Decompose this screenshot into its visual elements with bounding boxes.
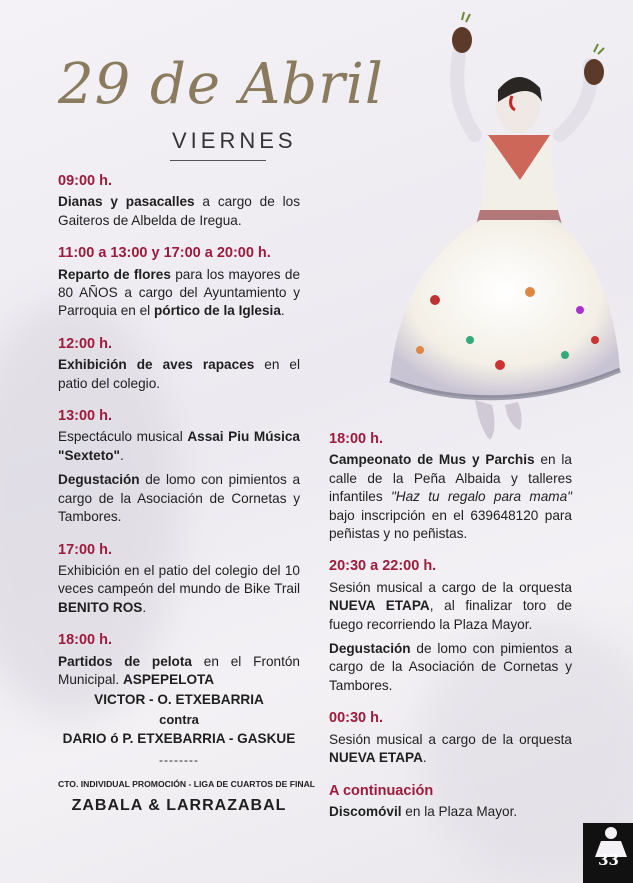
event-text: Sesión musical a cargo de la orquesta [329,731,572,747]
event-time: 12:00 h. [58,335,112,352]
event-text: . [120,447,124,463]
event-time: 09:00 h. [58,173,112,189]
tournament-label: CTO. INDIVIDUAL PROMOCIÓN - LIGA DE CUARTOS DE FINAL [58,778,316,789]
event-highlight: Degustación [58,472,140,488]
event-text: a cargo de los Gaiteros de Albelda de Iregua. [58,194,300,228]
event-description [58,266,300,321]
event-highlight: Partidos de pelota [58,653,192,669]
event-highlight: Dianas y pasacalles [58,194,195,210]
versus-label: contra [159,711,199,727]
left-column [58,172,316,830]
event-time: 18:00 h. [329,431,383,447]
event-text: Sesión musical a cargo de la orquesta [329,579,572,595]
page-title: 29 de Abril [58,52,384,117]
event-description [329,731,572,768]
match-line: DARIO ó P. ETXEBARRIA - GASKUE [62,731,296,747]
event-text: de lomo con pimientos a cargo de la Asociación de Cornetas y Tambores. [329,641,572,693]
event-description [329,579,572,634]
event-highlight: pórtico de la Iglesia [153,303,281,319]
event-text: en el patio del colegio. [58,357,300,391]
event-block [329,782,572,822]
event-highlight: Exhibición de aves rapaces [58,357,255,373]
dancer-illustration [380,10,633,450]
event-highlight: Reparto de flores [58,266,171,282]
event-block [329,557,572,695]
event-highlight: Discomóvil [329,803,402,819]
event-block [58,335,300,393]
event-block [58,244,300,321]
event-highlight: Degustación [329,641,411,657]
event-description [58,193,300,230]
event-text: . [142,599,147,615]
event-description [329,803,572,821]
event-highlight: NUEVA ETAPA [329,598,430,614]
event-text: de lomo con pimientos a cargo de la Asociación de Cornetas y Tambores. [58,472,300,525]
event-highlight: Assai Piu Música "Sexteto" [58,429,300,463]
match-line: VICTOR - O. ETXEBARRIA [94,692,264,708]
page-number: 33 [598,851,619,869]
event-time: 11:00 a 13:00 y 17:00 a 20:00 h. [58,245,271,262]
event-text: . [280,303,285,319]
event-time: A continuación [329,782,434,799]
event-block [58,407,300,526]
event-description [58,428,300,465]
event-description [329,640,572,695]
event-text: bajo inscripción en el 639648120 para peñistas y no peñistas. [329,507,572,542]
event-highlight: BENITO ROS [58,599,143,615]
event-text: Exhibición en el patio del colegio del 10 veces campeón del mundo de Bike Trail [58,562,300,597]
event-description [58,653,300,690]
event-text: Espectáculo musical [58,429,188,445]
title-underline [170,160,266,161]
final-match: ZABALA & LARRAZABAL [71,797,287,815]
event-italic: "Haz tu regalo para mama" [390,489,572,505]
event-highlight: ASPEPELOTA [122,671,215,687]
event-text: en la Plaza Mayor. [401,803,518,819]
event-time: 18:00 h. [58,632,112,649]
event-text: en la calle de la Peña Albaida y talleres infantiles [329,452,572,505]
event-highlight: Campeonato de Mus y Parchis [329,452,535,468]
event-text: , al finalizar toro de fuego recorriendo la Plaza Mayor. [329,598,572,632]
event-block [329,709,572,767]
event-block [58,172,300,230]
event-text: en el Frontón Municipal. [58,653,300,687]
event-highlight: NUEVA ETAPA [329,750,423,766]
event-block [58,631,316,816]
weekday-label: VIERNES [172,128,297,153]
event-block [329,430,572,543]
event-time: 13:00 h. [58,408,112,425]
event-time: 00:30 h. [329,710,383,727]
event-text: . [422,750,427,766]
event-description [58,356,300,393]
right-column [329,430,572,835]
event-time: 20:30 a 22:00 h. [329,558,437,575]
event-description [329,451,572,543]
event-text: para los mayores de 80 AÑOS a cargo del Ayuntamiento y Parroquia en el [58,266,301,319]
event-block [58,541,300,618]
event-description [58,471,300,526]
event-time: 17:00 h. [58,541,112,558]
event-description [58,562,300,617]
separator-dashes: -------- [159,752,199,767]
